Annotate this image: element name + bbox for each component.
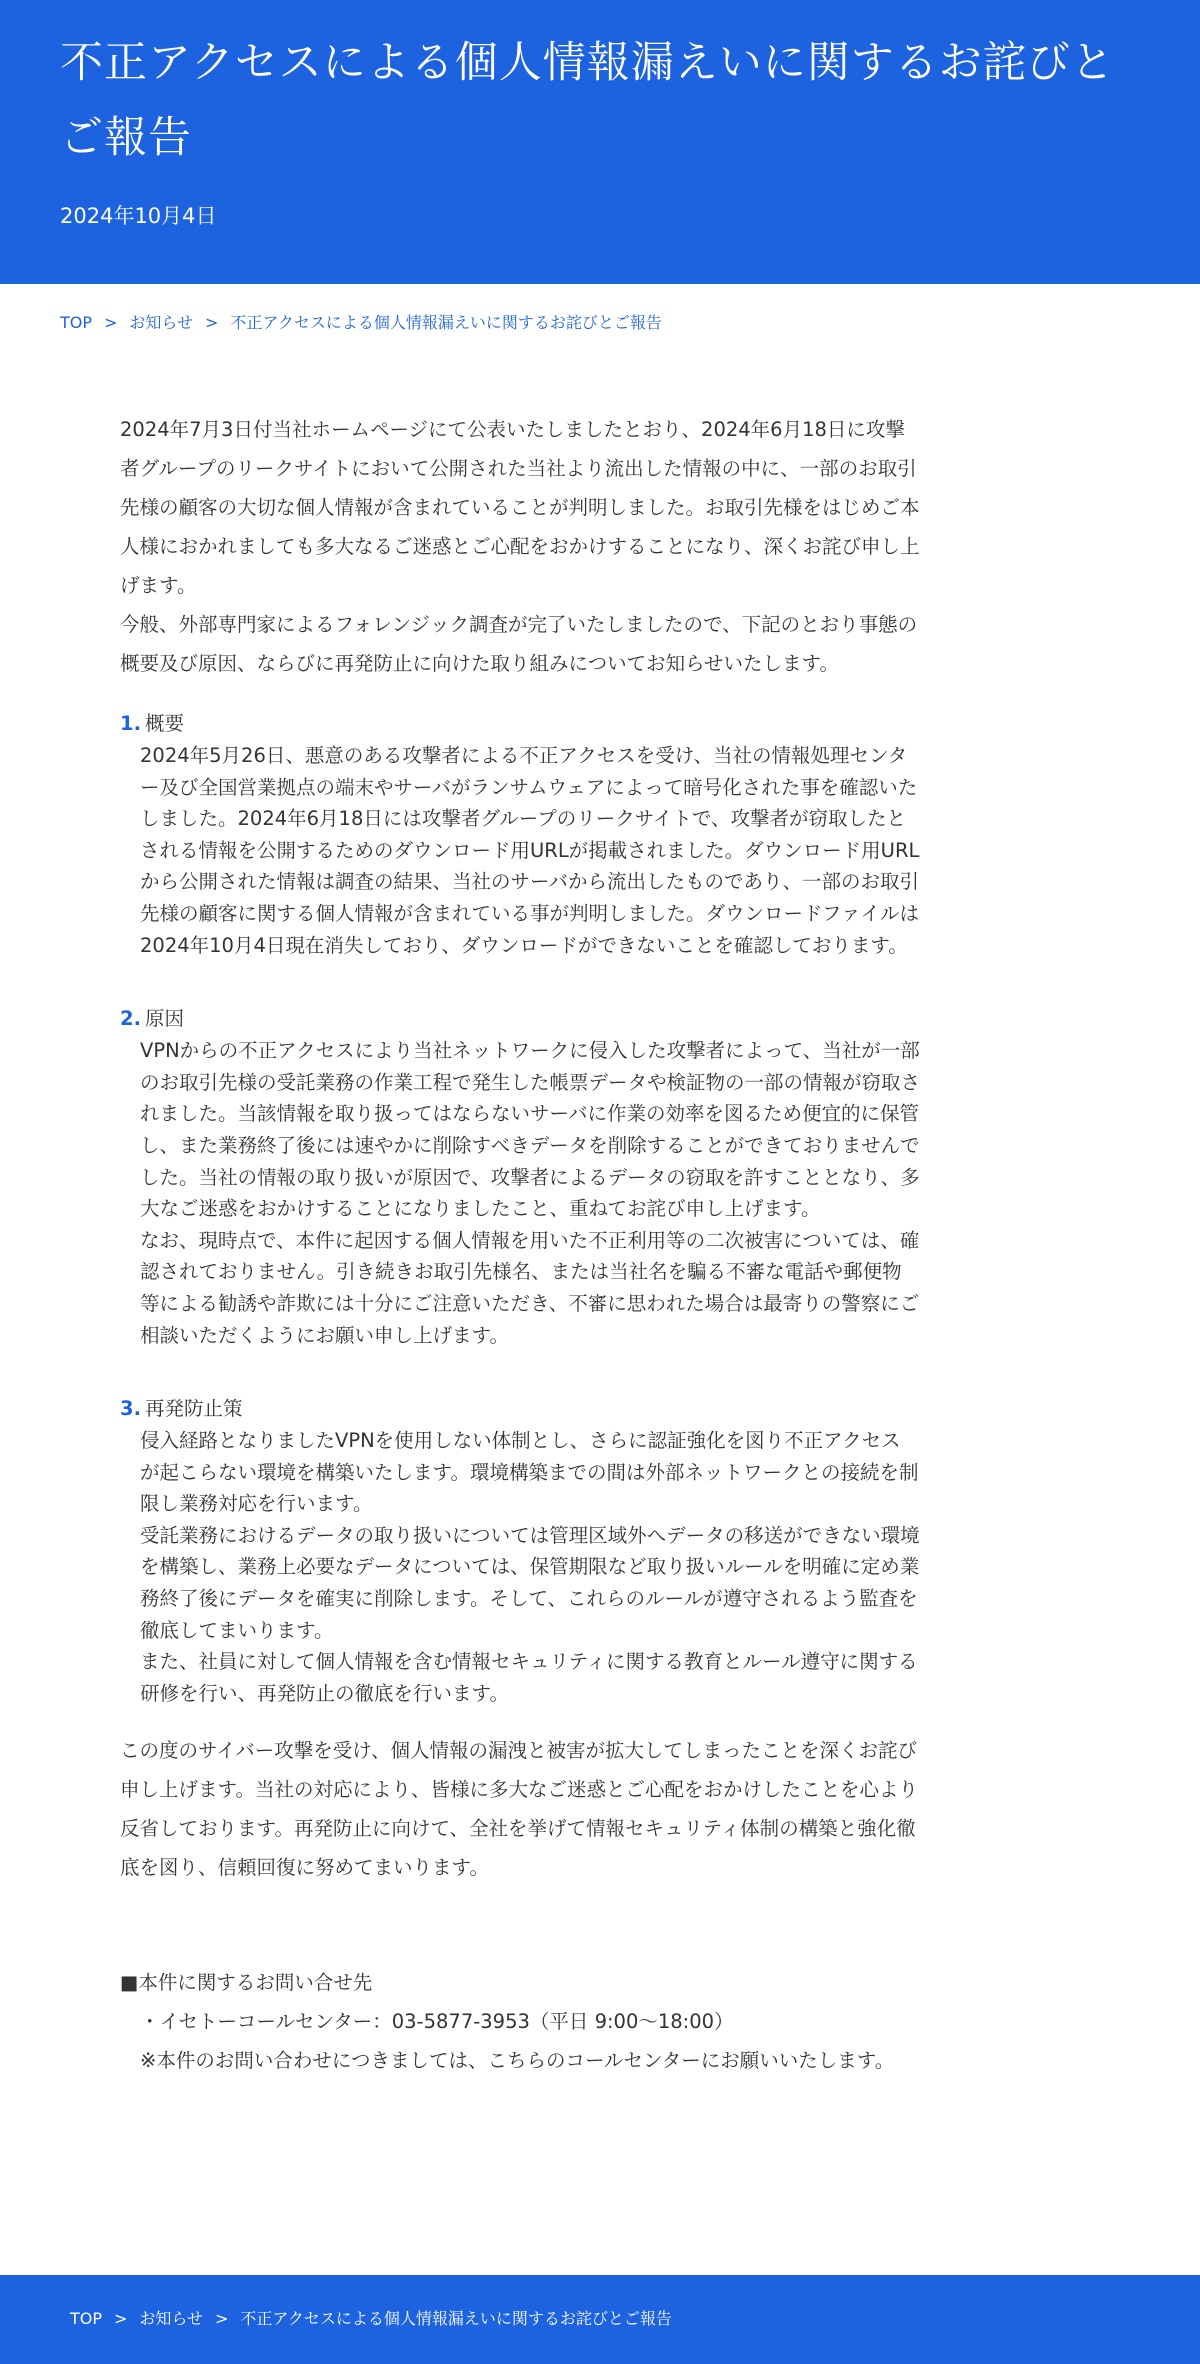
section-title: 概要: [144, 712, 184, 735]
section-title: 原因: [144, 1007, 184, 1031]
section-prevention: [120, 1393, 920, 1709]
closing-paragraph: この度のサイバー攻撃を受け、個人情報の漏洩と被害が拡大してしまったことを深くお詫び申し上げます。当社の対応により、皆様に多大なご迷惑とご心配をおかけしたことを心より反省しております。再発防止に向けて、全社を挙げて情報セキュリティ体制の構築と強化徹底を図り、信頼回復に努めてまいります。: [120, 1739, 918, 1880]
section-heading: [120, 1393, 920, 1425]
section-number: 1.: [120, 712, 141, 735]
breadcrumb: [60, 312, 662, 334]
footer-breadcrumb-current-page[interactable]: 不正アクセスによる個人情報漏えいに関するお詫びとご報告: [240, 2309, 672, 2328]
breadcrumb-top-link[interactable]: TOP: [60, 313, 93, 332]
section-paragraph: 2024年5月26日、悪意のある攻撃者による不正アクセスを受け、当社の情報処理センター及び全国営業拠点の端末やサーバがランサムウェアによって暗号化された事を確認いたしました。2024年6月18日には攻撃者グループのリークサイトで、攻撃者が窃取したとされる情報を公開するためのダウンロード用URLが掲載されました。ダウンロード用URLから公開された情報は調査の結果、当社のサーバから流出したものであり、一部のお取引先様の顧客に関する個人情報が含まれている事が判明しました。ダウンロードファイルは2024年10月4日現在消失しており、ダウンロードができないことを確認しております。: [140, 744, 920, 957]
section-overview: [120, 708, 920, 961]
section-content: [120, 1035, 920, 1351]
contact-phone: ・イセトーコールセンター：03-5877-3953（平日 9:00～18:00）: [140, 2010, 734, 2034]
page-header: [0, 0, 1200, 284]
section-content: [120, 1425, 920, 1709]
section-paragraph: VPNからの不正アクセスにより当社ネットワークに侵入した攻撃者によって、当社が一部のお取引先様の受託業務の作業工程で発生した帳票データや検証物の一部の情報が窃取されました。当該情報を取り扱ってはならないサーバに作業の効率を図るため便宜的に保管し、また業務終了後には速やかに削除すべきデータを削除することができておりませんでした。当社の情報の取り扱いが原因で、攻撃者によるデータの窃取を許すこととなり、多大なご迷惑をおかけすることになりましたこと、重ねてお詫び申し上げます。: [140, 1039, 921, 1221]
section-paragraph: 受託業務におけるデータの取り扱いについては管理区域外へデータの移送ができない環境を構築し、業務上必要なデータについては、保管期限など取り扱いルールを明確に定め業務終了後にデータを確実に削除します。そして、これらのルールが遵守されるよう監査を徹底してまいります。: [140, 1523, 920, 1642]
publish-date: 2024年10月4日: [60, 204, 217, 228]
breadcrumb-separator: >: [214, 2309, 229, 2328]
section-heading: [120, 1003, 920, 1035]
contact-note: ※本件のお問い合わせにつきましては、こちらのコールセンターにお願いいたします。: [140, 2049, 895, 2073]
contact-heading: ■本件に関するお問い合せ先: [120, 1971, 373, 1995]
breadcrumb-separator: >: [204, 313, 219, 332]
section-paragraph: また、社員に対して個人情報を含む情報セキュリティに関する教育とルール遵守に関する研修を行い、再発防止の徹底を行います。: [140, 1650, 918, 1705]
intro-paragraph: 2024年7月3日付当社ホームページにて公表いたしましたとおり、2024年6月18日に攻撃者グループのリークサイトにおいて公開された当社より流出した情報の中に、一部のお取引先様の顧客の大切な個人情報が含まれていることが判明しました。お取引先様をはじめご本人様におかれましても多大なるご迷惑とご心配をおかけすることになり、深くお詫び申し上げます。: [120, 418, 920, 597]
footer-breadcrumb-news-link[interactable]: お知らせ: [139, 2309, 203, 2328]
section-heading: [120, 708, 920, 740]
page-footer: [0, 2275, 1200, 2364]
breadcrumb-current-page[interactable]: 不正アクセスによる個人情報漏えいに関するお詫びとご報告: [230, 313, 662, 332]
section-number: 2.: [120, 1007, 141, 1031]
footer-breadcrumb: [70, 2308, 672, 2330]
page-title: 不正アクセスによる個人情報漏えいに関するお詫びとご報告: [60, 38, 1115, 163]
section-cause: [120, 1003, 920, 1351]
footer-breadcrumb-top-link[interactable]: TOP: [70, 2309, 103, 2328]
section-paragraph: 侵入経路となりましたVPNを使用しない体制とし、さらに認証強化を図り不正アクセスが起こらない環境を構築いたします。環境構築までの間は外部ネットワークとの接続を制限し業務対応を行います。: [140, 1429, 919, 1516]
contact-block: [120, 1963, 920, 2080]
section-title: 再発防止策: [144, 1397, 243, 1421]
intro-paragraph: 今般、外部専門家によるフォレンジック調査が完了いたしましたので、下記のとおり事態の概要及び原因、ならびに再発防止に向けた取り組みについてお知らせいたします。: [120, 613, 918, 675]
section-paragraph: なお、現時点で、本件に起因する個人情報を用いた不正利用等の二次被害については、確認されておりません。引き続きお取引先様名、または当社名を騙る不審な電話や郵便物等による勧誘や詐欺には十分にご注意いただき、不審に思われた場合は最寄りの警察にご相談いただくようにお願い申し上げます。: [140, 1228, 920, 1347]
article-body: [120, 410, 920, 2080]
section-number: 3.: [120, 1397, 141, 1421]
section-content: [120, 740, 920, 961]
breadcrumb-separator: >: [114, 2309, 128, 2328]
breadcrumb-separator: >: [104, 313, 118, 332]
breadcrumb-news-link[interactable]: お知らせ: [129, 313, 193, 332]
